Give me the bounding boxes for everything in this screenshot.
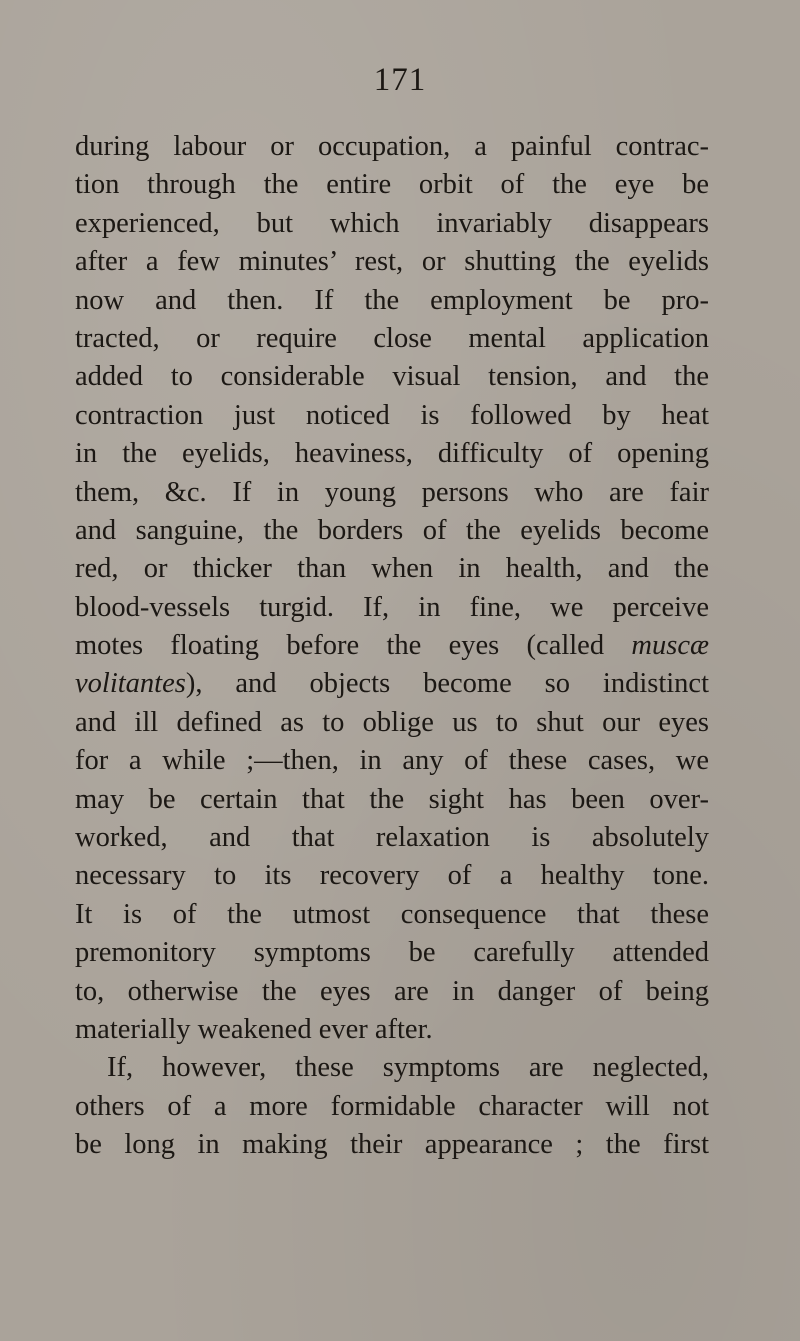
italic-term: muscæ (631, 630, 709, 662)
body-text (75, 128, 709, 1165)
text-line: now and then. If the employment be pro- (75, 284, 709, 316)
paragraph-start-line: If, however, these symptoms are neglected, (107, 1052, 709, 1084)
text-line: and ill defined as to oblige us to shut our eyes (75, 706, 709, 738)
text-line: for a while ;—then, in any of these cases, we (75, 745, 709, 777)
text-line: experienced, but which invariably disappears (75, 207, 709, 239)
text-line: them, &c. If in young persons who are fair (75, 476, 709, 508)
text-line (75, 627, 709, 665)
text-segment: motes floating before the eyes (called (75, 630, 632, 662)
text-line: tion through the entire orbit of the eye be (75, 169, 709, 201)
text-line: and sanguine, the borders of the eyelids become (75, 514, 709, 546)
text-line: necessary to its recovery of a healthy tone. (75, 860, 709, 892)
page-number: 171 (373, 62, 427, 98)
text-line: tracted, or require close mental application (75, 322, 709, 354)
text-line: red, or thicker than when in health, and the (75, 553, 709, 585)
text-segment: ), and objects become so indistinct (185, 668, 709, 700)
text-line: to, otherwise the eyes are in danger of being (75, 975, 709, 1007)
text-line: others of a more formidable character will not (75, 1090, 709, 1122)
text-line: materially weakened ever after. (75, 1013, 433, 1045)
text-line: It is of the utmost consequence that these (75, 898, 709, 930)
text-line: may be certain that the sight has been over- (75, 783, 709, 815)
text-line: contraction just noticed is followed by heat (75, 399, 709, 431)
text-line: in the eyelids, heaviness, difficulty of opening (75, 438, 709, 470)
text-line: after a few minutes’ rest, or shutting the eyelids (75, 246, 709, 278)
text-line: blood-vessels turgid. If, in fine, we perceive (75, 591, 709, 623)
italic-term: volitantes (75, 668, 186, 700)
text-line: during labour or occupation, a painful contrac- (75, 131, 709, 162)
text-line: be long in making their appearance ; the first (75, 1129, 709, 1161)
text-line (75, 665, 709, 703)
text-line: added to considerable visual tension, and the (75, 361, 709, 393)
text-line: worked, and that relaxation is absolutely (75, 822, 709, 854)
text-line: premonitory symptoms be carefully attended (75, 937, 709, 969)
